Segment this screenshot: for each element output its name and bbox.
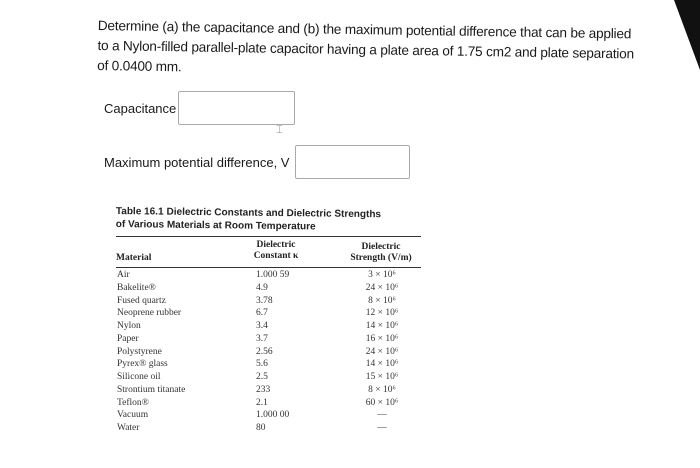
table-cell-strength: 15 × 10⁶	[365, 372, 399, 382]
table-cell-strength: 8 × 10⁶	[368, 384, 396, 395]
table-cell-strength: 24 × 10⁶	[365, 282, 399, 293]
table-cell-constant: 2.5	[256, 372, 268, 382]
table-cell-constant: 1.000 59	[256, 270, 290, 280]
table-title	[116, 205, 381, 234]
header-strength	[336, 242, 426, 264]
table-cell-material: Silicone oil	[117, 372, 161, 382]
table-cell-material: Vacuum	[117, 410, 149, 421]
question-text	[97, 16, 658, 85]
table-cell-constant: 3.4	[256, 321, 268, 331]
capacitance-label: Capacitance	[104, 101, 177, 116]
table-cell-strength: 60 × 10⁶	[365, 397, 399, 408]
table-title-line-2: of Various Materials at Room Temperature	[115, 218, 316, 233]
table-cell-strength: 16 × 10⁶	[365, 333, 399, 344]
max-voltage-label: Maximum potential difference, V	[104, 155, 290, 170]
table-cell-material: Air	[117, 270, 130, 280]
table-number: Table 16.1	[115, 205, 164, 218]
max-voltage-input[interactable]	[295, 145, 410, 179]
table-cell-constant: 3.78	[256, 295, 273, 306]
table-cell-constant: 3.7	[256, 333, 268, 344]
table-cell-constant: 4.9	[256, 282, 268, 293]
table-cell-strength: —	[377, 423, 387, 433]
question-line-1: Determine (a) the capacitance and (b) the maximum potential difference that can be applied	[97, 17, 632, 42]
table-cell-strength: 8 × 10⁶	[368, 295, 396, 306]
table-cell-strength: —	[377, 410, 387, 421]
table-cell-material: Water	[117, 423, 140, 433]
table-cell-material: Pyrex® glass	[117, 359, 168, 370]
text-cursor-icon: ⌶	[276, 124, 283, 136]
table-title-line-1: Dielectric Constants and Dielectric Strengths	[166, 206, 382, 221]
table-cell-strength: 24 × 10⁶	[365, 346, 399, 357]
table-cell-constant: 5.6	[256, 359, 268, 370]
question-line-3: of 0.0400 mm.	[97, 57, 182, 75]
table-cell-constant: 2.1	[256, 397, 268, 408]
table-cell-constant: 6.7	[256, 308, 268, 319]
table-cell-constant: 80	[256, 423, 266, 433]
table-cell-material: Teflon®	[117, 397, 149, 408]
table-cell-material: Bakelite®	[117, 282, 156, 293]
header-constant-top: Dielectric	[256, 240, 296, 250]
table-cell-strength: 14 × 10⁶	[365, 321, 399, 331]
header-material: Material	[116, 253, 152, 263]
table-cell-constant: 2.56	[256, 346, 273, 357]
table-cell-material: Neoprene rubber	[117, 308, 182, 319]
table-cell-strength: 3 × 10⁶	[368, 270, 396, 280]
table-cell-material: Nylon	[117, 321, 141, 331]
header-constant-bottom: Constant κ	[253, 251, 299, 261]
header-constant	[236, 240, 316, 262]
table-cell-material: Fused quartz	[117, 295, 166, 306]
table-top-rule	[116, 236, 421, 237]
table-cell-constant: 233	[256, 384, 271, 395]
header-rule	[116, 267, 421, 268]
table-cell-material: Paper	[117, 333, 139, 344]
header-strength-top: Dielectric	[361, 242, 401, 252]
question-line-2: to a Nylon-filled parallel-plate capacitor having a plate area of 1.75 cm2 and plate separation	[97, 37, 635, 62]
table-cell-strength: 12 × 10⁶	[365, 308, 399, 319]
table-cell-constant: 1.000 00	[256, 410, 290, 421]
table-cell-material: Strontium titanate	[117, 384, 186, 395]
background-corner	[674, 0, 700, 70]
header-strength-bottom: Strength (V/m)	[350, 253, 412, 263]
table-cell-material: Polystyrene	[117, 346, 162, 357]
table-cell-strength: 14 × 10⁶	[365, 359, 399, 370]
capacitance-input[interactable]	[178, 91, 295, 125]
